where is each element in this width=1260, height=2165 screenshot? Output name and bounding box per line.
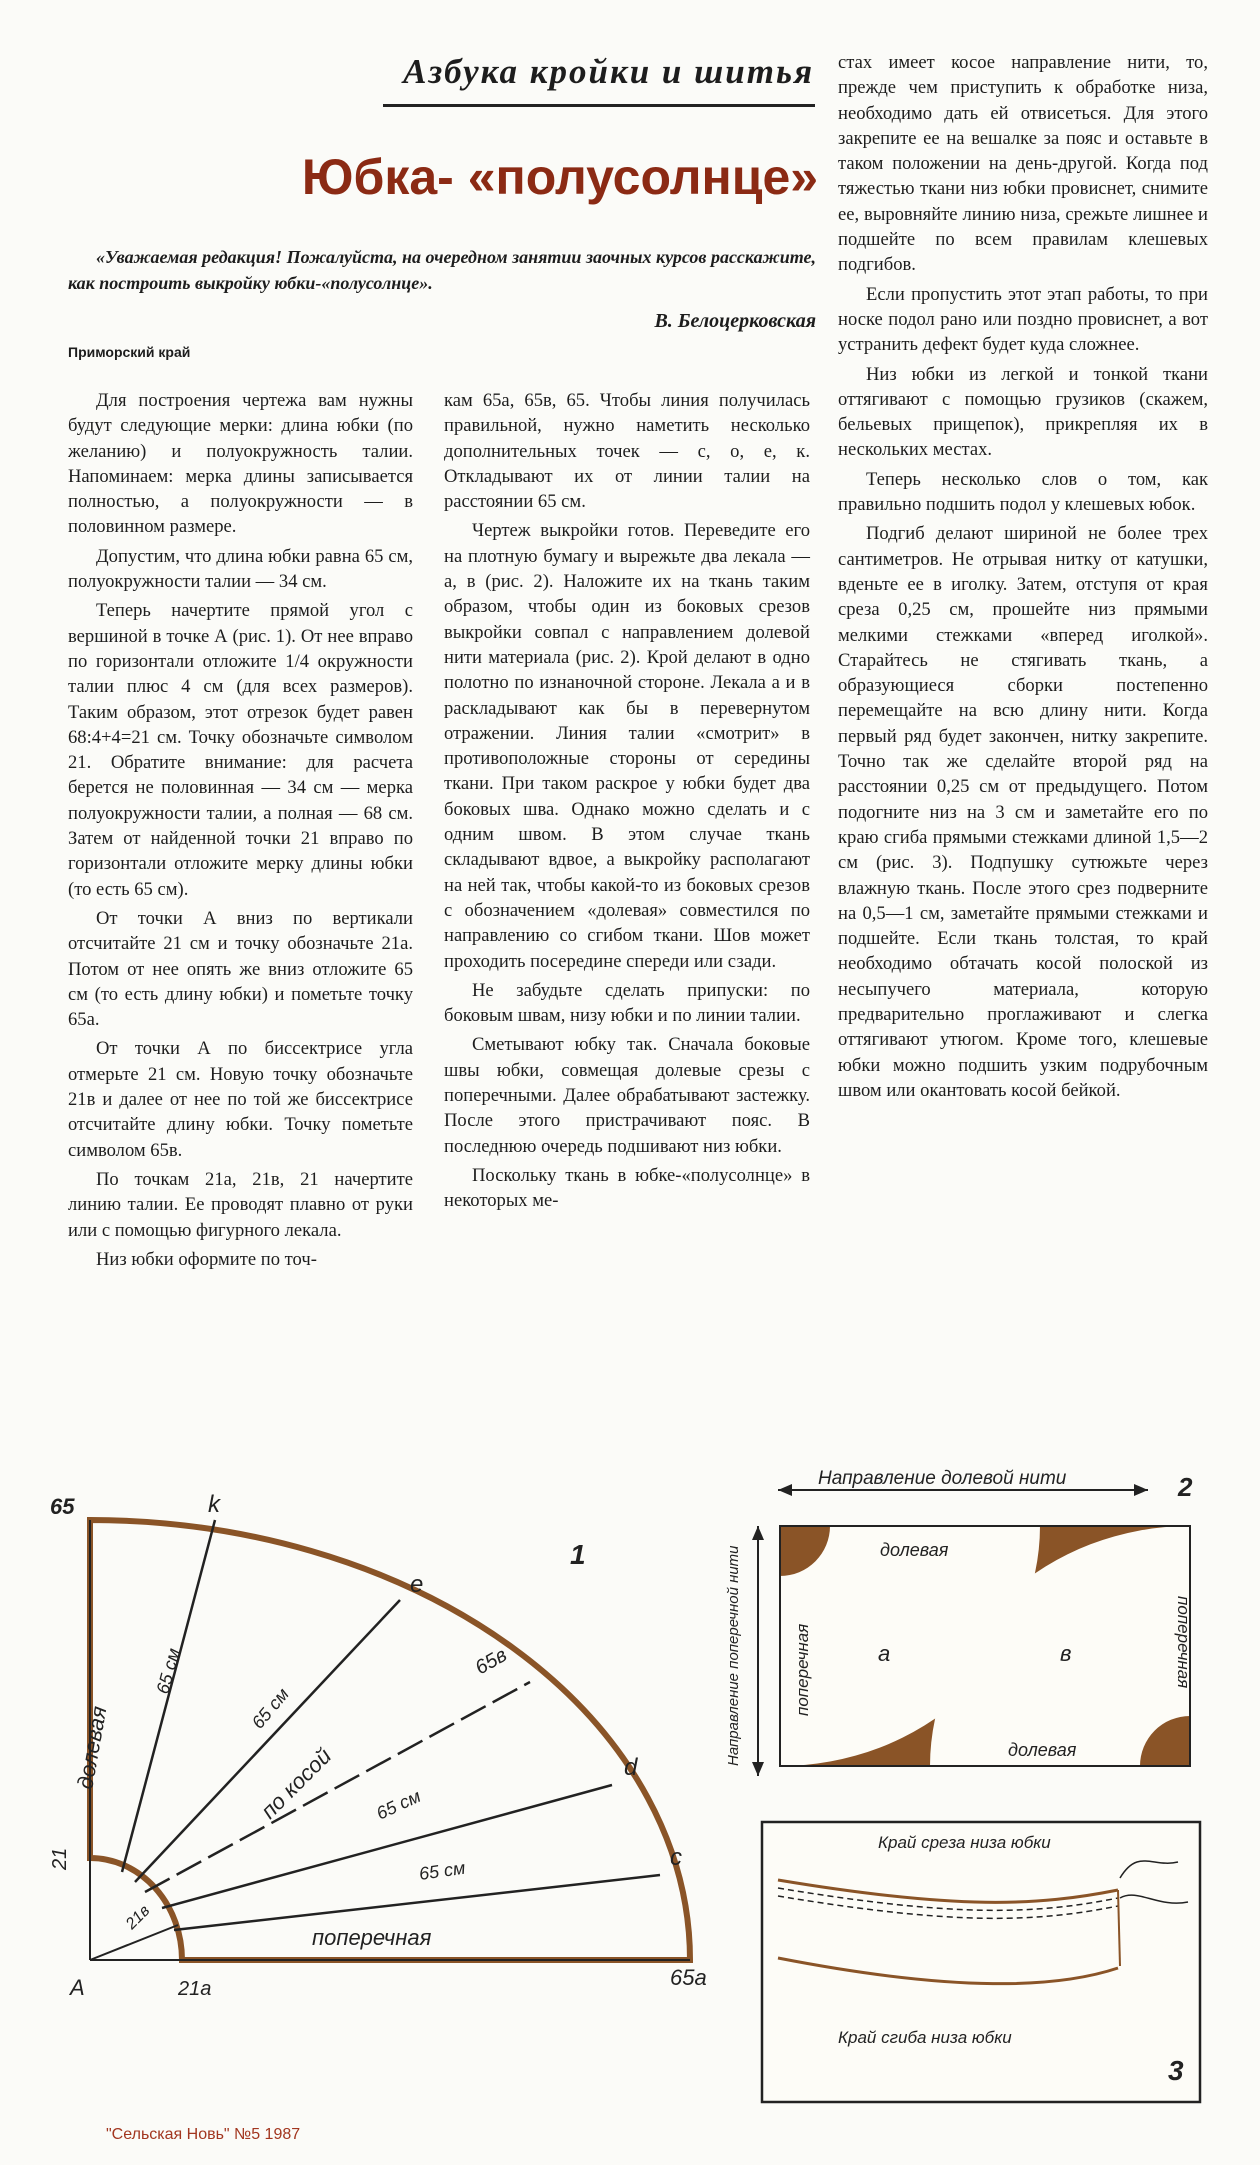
- paragraph: Для построения чертежа вам нужны будут следующие мерки: длина юбки (по желанию) и полуокружность талии. Напоминаем: мерка длины записывается полностью, а полуокружности — в половинном размере.: [68, 390, 413, 538]
- label-65cm: 65 см: [247, 1684, 293, 1733]
- label-21-left: 21: [49, 1847, 71, 1870]
- paragraph: Сметывают юбку так. Сначала боковые швы юбки, совмещая долевые срезы с поперечными. Далее обрабатывают застежку. После этого пристрачивают пояс. В последнюю очередь подшивают низ юбки.: [444, 1034, 810, 1157]
- label-weft-direction: Направление поперечной нити: [725, 1545, 742, 1766]
- label-cut-edge: Край среза низа юбки: [878, 1833, 1051, 1852]
- paragraph: Не забудьте сделать припуски: по боковым швам, низу юбки и по линии талии.: [444, 979, 810, 1027]
- label-poperechnaya-v: поперечная: [1174, 1596, 1193, 1689]
- figure-2-number: 2: [1178, 1472, 1193, 1502]
- label-k: k: [208, 1491, 220, 1518]
- publication-credit: "Сельская Новь" №5 1987: [106, 2126, 301, 2143]
- label-poperechnaya: поперечная: [312, 1925, 432, 1950]
- label-poperechnaya-a: поперечная: [793, 1623, 812, 1716]
- label-d: d: [624, 1754, 638, 1781]
- reader-letter: «Уважаемая редакция! Пожалуйста, на очередном занятии заочных курсов расскажите, как построить выкройку юбки-«полусолнце».: [68, 247, 816, 293]
- paragraph: Подгиб делают шириной не более трех сантиметров. Не отрывая нитку от катушки, вденьте ее в иголку. Затем, отступя от края среза 0,25 см, прошейте низ прямыми мелкими стежками «вперед иголкой». Старайтесь не стягивать ткань, а образующиеся сборки постепенно перемещайте на всю длину нити. Когда первый ряд будет закончен, нитку закрепите. Точно так же сделайте второй ряд на расстоянии 0,25 см от предыдущего. Потом подогните низ на 3 см и заметайте его по краю сгиба прямыми стежками длиной 1,5—2 см (рис. 3). Подпушку сутюжьте через влажную ткань. После этого срез подверните на 0,5—1 см, заметайте прямыми стежками и подшейте. Если ткань толстая, то край необходимо обтачать косой полоской из несыпучего материала, которую предварительно проглаживают и слегка оттягивают утюгом. Кроме того, клешевые юбки можно подшить узким подрубочным швом или окантовать косой бейкой.: [838, 523, 1208, 1101]
- paragraph: Теперь начертите прямой угол с вершиной в точке А (рис. 1). От нее вправо по горизонтали отложите 1/4 окружности талии плюс 4 см (для всех размеров). Таким образом, этот отрезок будет равен 68:4+4=21 см. Точку обозначьте символом 21. Обратите внимание: для расчета берется не половинная — 34 см — мерка полуокружности талии, а полная — 68 см. Затем от найденной точки 21 вправо по горизонтали отложите мерку длины юбки (то есть 65 см).: [68, 600, 413, 900]
- letter-signature: В. Белоцерковская: [654, 310, 816, 332]
- paragraph: Допустим, что длина юбки равна 65 см, полуокружности талии — 34 см.: [68, 545, 413, 593]
- paragraph: Чертеж выкройки готов. Переведите его на плотную бумагу и вырежьте два лекала — а, в (рис. 2). Наложите их на ткань таким образом, чтобы один из боковых срезов выкройки совпал с направлением долевой нити материала (рис. 2). Крой делают в одно полотно по изнаночной стороне. Лекала а и в раскладывают как бы в перевернутом отражении. Линия талии «смотрит» в противоположные стороны от середины ткани. При таком раскрое у юбки будет два боковых шва. Однако можно сделать и с одним швом. В этом случае ткань складывают вдвое, а выкройку располагают на ней так, чтобы какой-то из боковых срезов с обозначением «долевая» совместился по направлению со сгибом ткани. Шов может проходить посередине спереди или сзади.: [444, 520, 810, 972]
- label-fold-edge: Край сгиба низа юбки: [838, 2028, 1012, 2047]
- rubric-heading: Азбука кройки и шитья: [403, 52, 814, 91]
- label-dolevaya: долевая: [72, 1704, 112, 1791]
- label-65-top: 65: [50, 1494, 75, 1519]
- rubric-rule: [383, 104, 815, 107]
- paragraph: От точки А вниз по вертикали отсчитайте 21 см и точку обозначьте 21а. Потом от нее опять же вниз отложите 65 см (то есть длину юбки) и пометьте точку 65а.: [68, 907, 413, 1031]
- text-column-3: [838, 50, 1208, 1107]
- article-title: Юбка- «полусолнце»: [301, 149, 819, 205]
- paragraph: По точкам 21а, 21в, 21 начертите линию талии. Ее проводят плавно от руки или с помощью фигурного лекала.: [68, 1168, 413, 1241]
- label-65a: 65а: [670, 1965, 707, 1990]
- paragraph: стах имеет косое направление нити, то, прежде чем приступить к обработке низа, необходимо дать ей отвисеться. Для этого закрепите ее на вешалке за пояс и оставьте в таком положении на день-другой. Когда под тяжестью ткани низ юбки провиснет, снимите ее, выровняйте линию низа, срежьте лишнее и подшейте по всем правилам клешевых подгибов.: [838, 52, 1208, 276]
- text-column-2: [444, 388, 810, 1218]
- label-e: e: [410, 1571, 424, 1598]
- paragraph: Если пропустить этот этап работы, то при носке подол рано или поздно провиснет, а вот устранить дефект будет куда сложнее.: [838, 283, 1208, 356]
- label-piece-v: в: [1060, 1641, 1072, 1666]
- label-grain-direction: Направление долевой нити: [818, 1468, 1067, 1489]
- paragraph: Низ юбки из легкой и тонкой ткани оттягивают с помощью грузиков (скажем, бельевых прищепок), прикрепляя их в нескольких местах.: [838, 363, 1208, 461]
- figure-3-hem: [758, 1818, 1208, 2108]
- figure-1-pattern: [40, 1460, 760, 2020]
- label-65cm: 65 см: [373, 1785, 424, 1824]
- paragraph: От точки А по биссектрисе угла отмерьте 21 см. Новую точку обозначьте 21в и далее от нее по той же биссектрисе отсчитайте длину юбки. Точку пометьте символом 65в.: [68, 1038, 413, 1161]
- figure-2-layout: [708, 1466, 1208, 1806]
- text-column-1: [68, 388, 413, 1276]
- paragraph: Теперь несколько слов о том, как правильно подшить подол у клешевых юбок.: [838, 468, 1208, 516]
- label-A: A: [70, 1975, 85, 2000]
- paragraph: кам 65а, 65в, 65. Чтобы линия получилась правильной, нужно наметить несколько дополнительных точек — с, о, е, к. Откладывают их от линии талии на расстоянии 65 см.: [444, 390, 810, 513]
- figure-3-number: 3: [1168, 2055, 1184, 2086]
- label-65v: 65в: [471, 1643, 511, 1680]
- letter-region: Приморский край: [68, 344, 191, 360]
- label-piece-a: а: [878, 1641, 891, 1666]
- label-dolevaya-a: долевая: [880, 1540, 949, 1560]
- label-dolevaya-v: долевая: [1008, 1740, 1077, 1760]
- label-21v: 21в: [122, 1902, 154, 1933]
- label-21a: 21а: [178, 1978, 212, 2000]
- label-65cm: 65 см: [417, 1857, 467, 1884]
- label-65cm: 65 см: [152, 1646, 184, 1697]
- figure-1-number: 1: [570, 1539, 586, 1570]
- paragraph: Низ юбки оформите по точ-: [96, 1248, 317, 1270]
- label-c: c: [670, 1844, 682, 1871]
- paragraph: Поскольку ткань в юбке-«полусолнце» в некоторых ме-: [444, 1164, 810, 1212]
- label-po-kosoi: по косой: [255, 1743, 337, 1824]
